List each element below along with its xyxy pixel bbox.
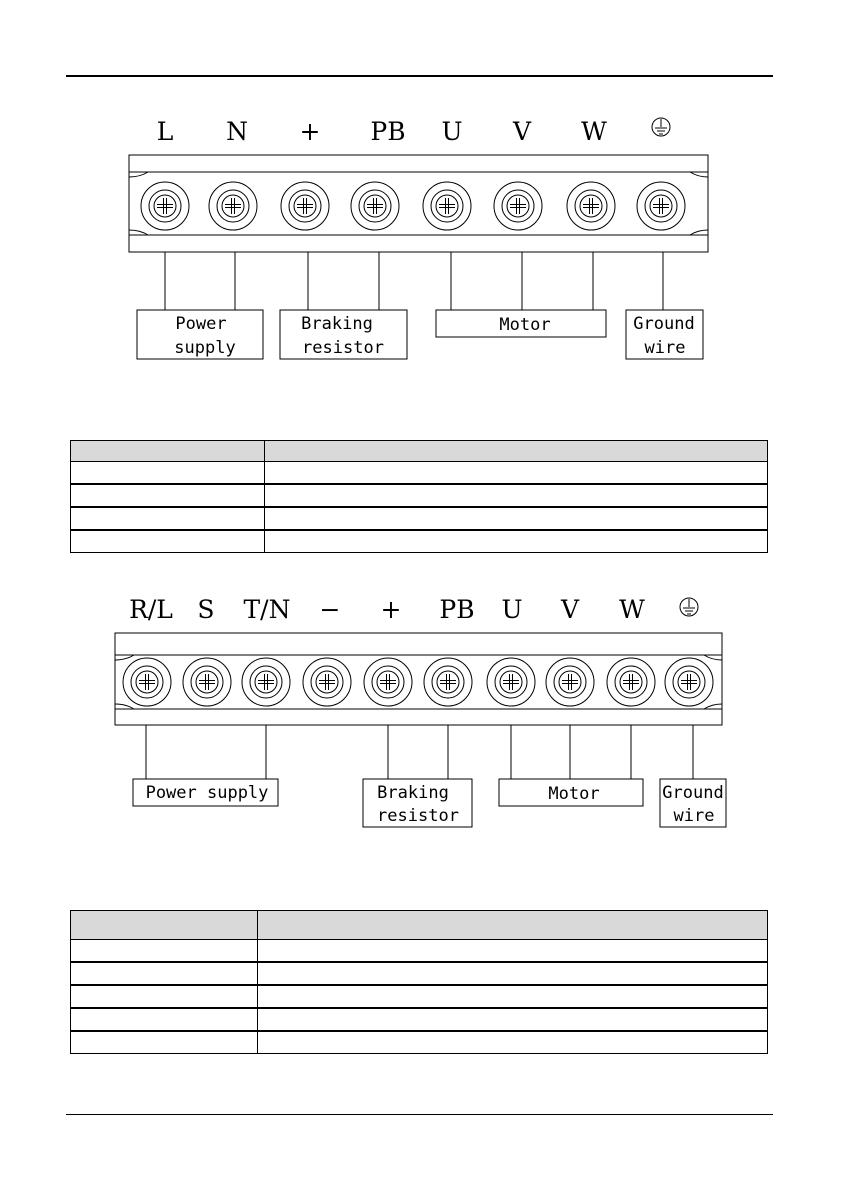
screw-terminal-icon [567, 182, 615, 230]
terminal-label-s: S [197, 595, 215, 624]
terminal-label-u: U [441, 117, 463, 146]
table-cell [258, 962, 768, 985]
power-supply-label: Power supply [145, 783, 269, 803]
screw-terminal-icon [423, 182, 471, 230]
motor-label: Motor [499, 315, 551, 335]
table-cell [71, 530, 265, 553]
table-row [71, 462, 768, 485]
table-row [71, 1008, 768, 1031]
screw-terminal-icon [141, 182, 189, 230]
screw-terminal-icon [242, 658, 290, 706]
table-cell [71, 507, 265, 530]
table-row [71, 985, 768, 1008]
ground-wire-label-2: wire [644, 338, 686, 358]
screw-terminal-icon [637, 182, 685, 230]
table-header-cell [258, 911, 768, 940]
screw-terminal-icon [351, 182, 399, 230]
screw-terminal-icon [123, 658, 171, 706]
table-cell [265, 507, 768, 530]
table-cell [71, 940, 258, 963]
screw-terminal-icon [364, 658, 412, 706]
table-cell [71, 1031, 258, 1054]
table-cell [71, 985, 258, 1008]
footer-rule [66, 1114, 773, 1115]
screw-terminal-icon [665, 658, 713, 706]
table-header-cell [71, 911, 258, 940]
terminal-diagram-single-phase [0, 0, 843, 380]
terminal-label-rl: R/L [129, 595, 173, 624]
table-row [71, 940, 768, 963]
terminal-label-plus: + [299, 117, 321, 146]
braking-resistor-label-2: resistor [377, 806, 459, 826]
screw-terminal-icon [281, 182, 329, 230]
terminal-diagram-three-phase [0, 585, 843, 865]
terminal-label-u: U [501, 595, 523, 624]
screw-terminal-icon [546, 658, 594, 706]
screw-terminal-icon [424, 658, 472, 706]
table-cell [265, 484, 768, 507]
terminal-table-2 [70, 910, 768, 1054]
screw-terminal-icon [183, 658, 231, 706]
ground-wire-label-2: wire [673, 806, 715, 826]
table-cell [265, 462, 768, 485]
terminal-table-1 [70, 440, 768, 553]
terminal-label-l: L [156, 117, 174, 146]
screw-terminal-icon [303, 658, 351, 706]
table-cell [71, 1008, 258, 1031]
screw-terminal-icon [607, 658, 655, 706]
table-header [71, 441, 768, 462]
ground-wire-label-1: Ground [662, 783, 724, 803]
motor-label: Motor [548, 784, 600, 804]
braking-resistor-label-2: resistor [302, 338, 384, 358]
table-row [71, 962, 768, 985]
table-cell [258, 1008, 768, 1031]
table-header [71, 911, 768, 940]
terminal-label-minus: − [319, 595, 341, 624]
table-row [71, 1031, 768, 1054]
ground-symbol-icon [680, 598, 698, 616]
table-cell [258, 985, 768, 1008]
table-cell [258, 1031, 768, 1054]
terminal-label-tn: T/N [243, 595, 291, 624]
terminal-label-pb: PB [439, 595, 475, 624]
screw-terminal-icon [487, 658, 535, 706]
terminal-label-n: N [226, 117, 248, 146]
terminal-label-plus: + [380, 595, 402, 624]
terminal-labels [157, 117, 607, 146]
table-cell [258, 940, 768, 963]
table-row [71, 484, 768, 507]
braking-resistor-label-1: Braking [301, 314, 373, 334]
power-supply-label-1: Power [175, 314, 227, 334]
table-row [71, 507, 768, 530]
table-cell [71, 484, 265, 507]
ground-wire-label-1: Ground [633, 314, 695, 334]
power-supply-label-2: supply [174, 338, 236, 358]
ground-symbol-icon [652, 118, 670, 136]
screw-terminal-icon [494, 182, 542, 230]
terminal-label-w: W [619, 595, 645, 624]
terminal-label-w: W [581, 117, 607, 146]
table-cell [71, 462, 265, 485]
table-cell [265, 530, 768, 553]
terminal-label-v: V [512, 117, 532, 146]
terminal-labels [129, 595, 645, 624]
table-cell [71, 962, 258, 985]
braking-resistor-label-1: Braking [377, 783, 449, 803]
terminal-label-v: V [560, 595, 580, 624]
screw-terminal-icon [209, 182, 257, 230]
table-header-cell [265, 441, 768, 462]
terminal-label-pb: PB [370, 117, 406, 146]
table-row [71, 530, 768, 553]
table-header-cell [71, 441, 265, 462]
